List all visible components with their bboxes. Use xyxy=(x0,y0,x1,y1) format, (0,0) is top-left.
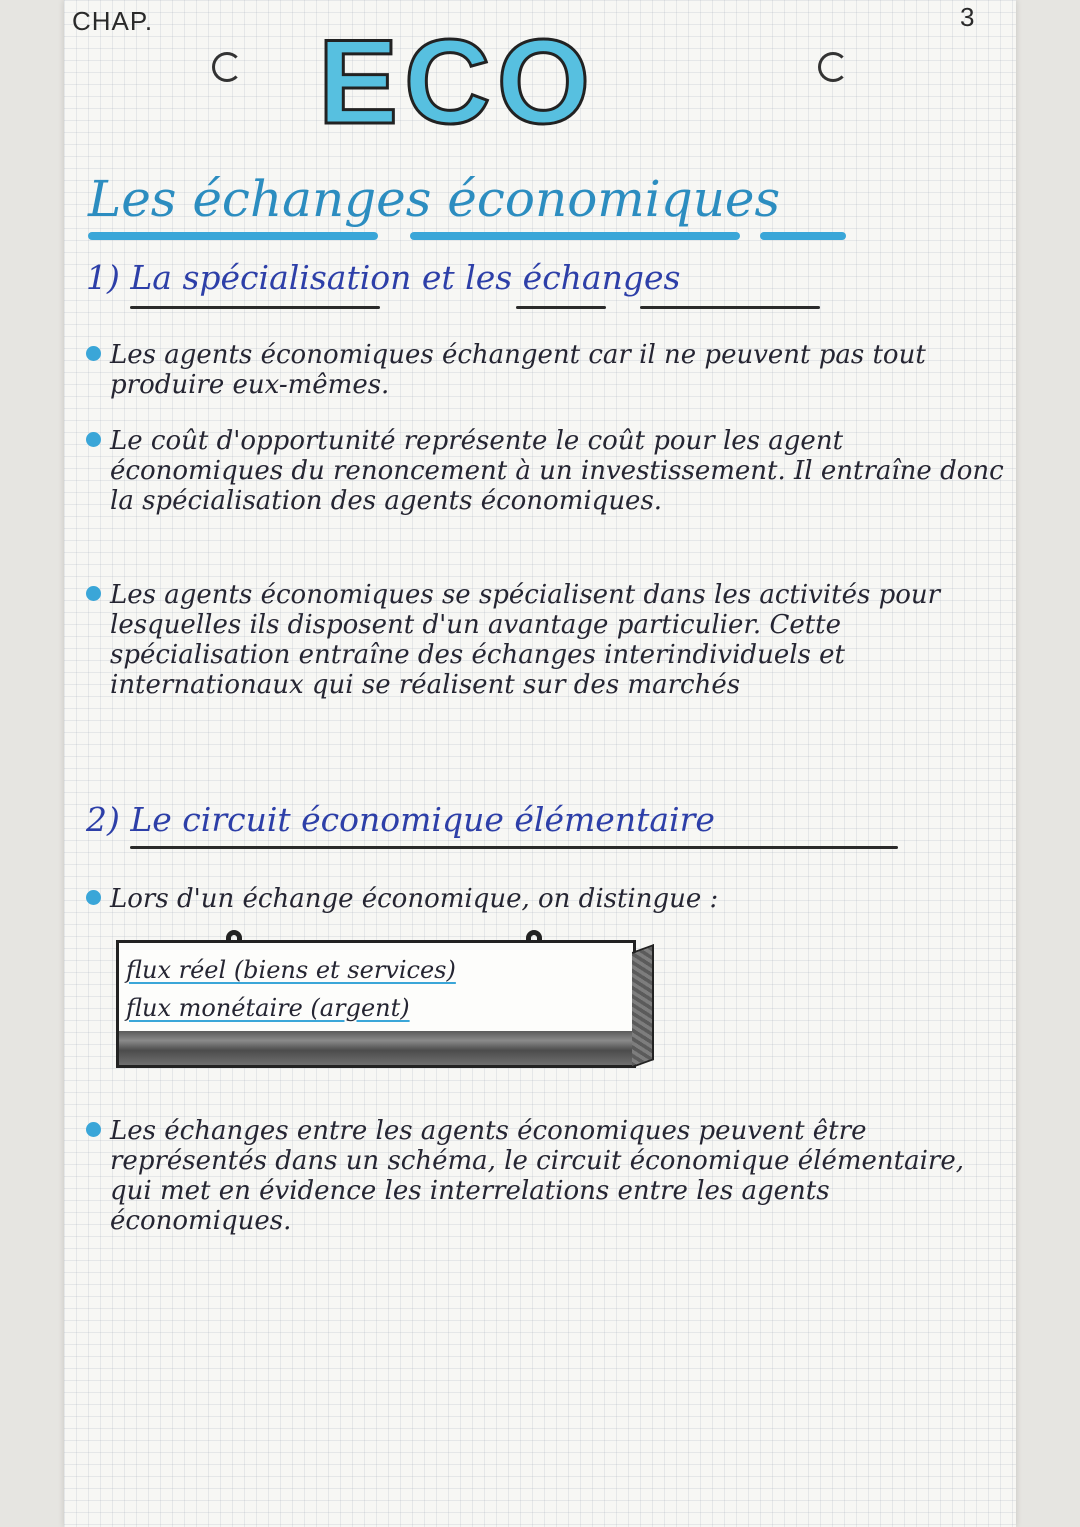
flux-monetaire-item: flux monétaire (argent) xyxy=(126,994,410,1022)
bullet-text: Les agents économiques se spécialisent dans les activités pour lesquelles ils disposent d'un avantage particulier. Cette spécialisation entraîne des échanges interindividuels et internationaux qui se réalisent sur des marchés xyxy=(110,580,941,700)
heading-underline xyxy=(130,846,898,849)
bullet-dot-icon xyxy=(86,1122,101,1137)
bullet-paragraph xyxy=(110,884,1010,914)
subject-text: ECO xyxy=(318,15,597,149)
section-2-heading: 2) Le circuit économique élémentaire xyxy=(86,800,715,839)
bullet-text: Lors d'un échange économique, on distingue : xyxy=(110,884,719,914)
bullet-paragraph xyxy=(110,580,1010,700)
heading-underline xyxy=(640,306,820,309)
bullet-dot-icon xyxy=(86,432,101,447)
page-title: Les échanges économiques xyxy=(88,170,781,228)
bullet-text: Les échanges entre les agents économiques peuvent être représentés dans un schéma, le circuit économique élémentaire, qui met en évidence les interrelations entre les agents économiques. xyxy=(110,1116,965,1236)
binder-hole-icon xyxy=(818,52,848,82)
bullet-text: Le coût d'opportunité représente le coût pour les agent économiques du renoncement à un investissement. Il entraîne donc la spécialisation des agents économiques. xyxy=(110,426,1004,516)
chapter-label: CHAP. xyxy=(72,6,154,36)
title-underline xyxy=(760,232,846,240)
bullet-paragraph xyxy=(110,340,1010,400)
bullet-paragraph xyxy=(110,426,1010,516)
title-underline xyxy=(410,232,740,240)
subject-title xyxy=(318,15,597,149)
sign-side-shading xyxy=(632,944,654,1068)
bullet-dot-icon xyxy=(86,346,101,361)
binder-hole-icon xyxy=(212,52,242,82)
heading-underline xyxy=(130,306,380,309)
bullet-dot-icon xyxy=(86,586,101,601)
notebook-page xyxy=(64,0,1016,1527)
bullet-paragraph xyxy=(110,1116,1010,1236)
title-underline xyxy=(88,232,378,240)
bullet-text: Les agents économiques échangent car il ne peuvent pas tout produire eux-mêmes. xyxy=(110,340,926,400)
section-1-heading: 1) La spécialisation et les échanges xyxy=(86,258,681,297)
heading-underline xyxy=(516,306,606,309)
bullet-dot-icon xyxy=(86,890,101,905)
page-number: 3 xyxy=(960,2,975,32)
flux-reel-item: flux réel (biens et services) xyxy=(126,956,456,984)
